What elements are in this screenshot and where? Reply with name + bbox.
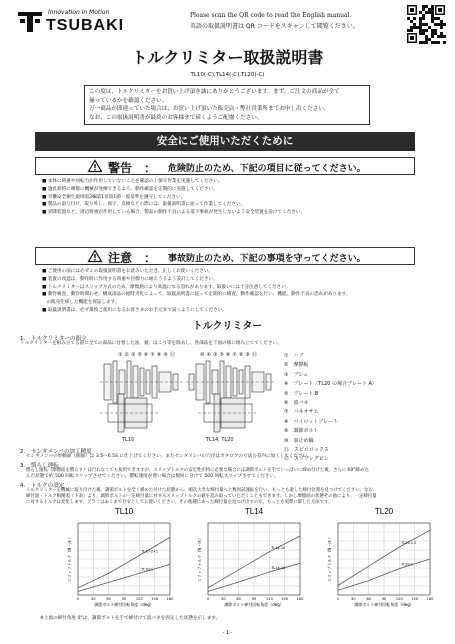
break-in-text-2: んだ状態で約 500 回転スリップさせてください。慣転速度が遅い場合は数回に分けて 500 回転スリップさせてください。 bbox=[26, 474, 279, 479]
x-axis-label: 調節ボルト締付回転角度（deg） bbox=[354, 602, 414, 607]
list-item: ■ 本体に荷重や回転力が作用していないことを確認の上保守作業を実施してください。 bbox=[42, 179, 223, 184]
tl14-tl20-diagram-label: TL14, TL20 bbox=[206, 437, 234, 443]
list-item: ■ 取扱説明書は、必ず最終ご使用になるお客さまのお手元まで届くようにしてください。 bbox=[42, 307, 227, 313]
x-tick-label: 0 bbox=[206, 597, 210, 601]
tsubaki-logo-icon bbox=[18, 12, 42, 32]
warning-description: 危険防止のため、下記の項目に従ってください。 bbox=[168, 164, 366, 174]
x-tick-label: 60 bbox=[106, 597, 111, 601]
charts-note: ※上図の締付角度 0°は、調節ボルトを手で締付けて皿バネを固定した状態を示します。 bbox=[40, 616, 221, 621]
torque-setting-heading: 4. トルクの設定 bbox=[20, 483, 65, 489]
torque-setting-text-3: に対するトルクは変化します。グラフはあくまで目安としてお使いください、その他種にあった締付量を見つけ出すのが、もっとも実際に即した方法です。 bbox=[26, 500, 333, 505]
x-tick-label: 120 bbox=[135, 597, 143, 601]
diagram-callouts-right: ⑩④③⑤⑥⑦⑧⑨⑪ bbox=[200, 352, 259, 358]
list-item: ③ ブシュ bbox=[284, 371, 309, 378]
list-item: ⑩ 皿止め輪 bbox=[284, 437, 314, 444]
charts-svg bbox=[58, 505, 434, 617]
machining-heading: 2. センタメンバの加工精度 bbox=[20, 449, 92, 455]
x-tick-label: 150 bbox=[281, 597, 289, 601]
qr-instruction-en: Please scan the QR code to read the English manual. bbox=[190, 12, 352, 19]
list-item: ■ 昇降装置など、周辺荷重が作用している場合、製品の動作不良による落下事故が発生しないよう安全装置を設けてください。 bbox=[42, 210, 306, 216]
list-item: の販売仕様した機能を保証します。 bbox=[46, 300, 120, 306]
y-axis-label: スリップトルク（N・m） bbox=[67, 535, 72, 583]
brand-tagline: Innovation in Motion bbox=[48, 9, 110, 16]
chart-title: TL20 bbox=[374, 507, 394, 516]
caution-list bbox=[42, 268, 350, 315]
series-label: TL14-1S bbox=[271, 565, 286, 570]
x-tick-label: 180 bbox=[426, 597, 434, 601]
break-in-heading: 3. 慣らし運転 bbox=[20, 463, 59, 469]
series-label: TL10-2×1 bbox=[141, 549, 158, 554]
chart-title: TL14 bbox=[244, 507, 264, 516]
page-title: トルクリミター取扱説明書 bbox=[131, 48, 324, 67]
x-tick-label: 90 bbox=[381, 597, 387, 601]
list-item: ⑫ スプリングピン bbox=[284, 456, 329, 463]
list-item: ⑨ 調節ボルト bbox=[284, 428, 319, 435]
brand-name: TSUBAKI bbox=[46, 17, 125, 34]
intro-note bbox=[84, 85, 370, 125]
series-label: TL14-1S bbox=[271, 545, 286, 550]
x-tick-label: 120 bbox=[395, 597, 403, 601]
assembly-instruction: トルクリミターを組み立てる前に全ての部品に付着した油、錆、ほこり等を除去し、各部品を下図の様に組み立ててください。 bbox=[20, 341, 282, 346]
caution-icon bbox=[88, 250, 102, 262]
x-axis-label: 調節ボルト締付回転角度（deg） bbox=[94, 602, 154, 607]
series-label: TL10-1 bbox=[141, 567, 153, 572]
intro-line: なお、この取扱説明書が最終のお客様まで届くようご配慮ください。 bbox=[89, 114, 263, 121]
list-item: ■ ご使用の前には必ずこの取扱説明書をお読みいただき、正しくお使いください。 bbox=[42, 269, 214, 274]
y-axis-label: スリップトルク（N・m） bbox=[197, 535, 202, 583]
list-item: ⑤ プレート B bbox=[284, 390, 319, 397]
list-item: ① ハブ bbox=[284, 353, 304, 359]
qr-code-icon[interactable] bbox=[406, 4, 446, 44]
warning-list bbox=[42, 178, 305, 217]
list-item: ⑥ 皿バネ bbox=[284, 400, 309, 407]
intro-line: 万一商品が間違っていた場合は、お買い上げ頂いた販売店・弊社営業所までお申し出ください。 bbox=[89, 106, 330, 113]
caution-description: 事故防止のため、下記の事項を守ってください。 bbox=[168, 254, 366, 264]
list-item: ⑦ バネオサエ bbox=[284, 409, 319, 416]
x-tick-label: 30 bbox=[91, 597, 96, 601]
x-tick-label: 60 bbox=[366, 597, 371, 601]
list-item: ② 摩擦板 bbox=[284, 362, 309, 369]
list-item: ④ プレート（TL20 の場合プレート A） bbox=[284, 381, 377, 388]
list-item: ■ 動作検査、動作時間わせ、構成部品の経時劣化によって、取扱説明書に従って定期的に検査、動作確認を行い、機能、動作不良の恐れがあります。 bbox=[42, 292, 351, 298]
series-label: TL20-1.5 bbox=[401, 541, 417, 545]
warning-signal-word: 警告 ： bbox=[108, 161, 157, 175]
caution-signal-word: 注意 ： bbox=[108, 251, 157, 265]
list-item: ■ 装置の改造は、動作時に作用する荷重や目標力に耐えうるよう設計してください。 bbox=[42, 276, 218, 282]
x-tick-label: 0 bbox=[76, 597, 80, 601]
list-item: ■ 労働安全衛生規則第2編第1章第1節一般基準を遵守してください。 bbox=[42, 194, 186, 200]
series-label: TL20-1 bbox=[401, 562, 413, 567]
page-number: - 1 - bbox=[222, 630, 233, 636]
intro-line: この度は、トルクリミターをお買い上げ頂き誠にありがとうございます。まず、ご注文の商品が全て bbox=[89, 89, 340, 95]
x-tick-label: 30 bbox=[221, 597, 226, 601]
torque-charts bbox=[58, 505, 434, 617]
intro-line: 揃っているかを確認ください。 bbox=[89, 97, 168, 104]
tl10-diagram-label: TL10 bbox=[122, 437, 135, 443]
break-in-text-1: 慣らし運転（摩擦面を慣らす）は行わなくても使用できますが、スリップトルクの安定性が特に必要な場合には調節ボルトを手でいっぱいに締め付けた後、さらに 60°締め込 bbox=[26, 468, 369, 473]
list-item: ■ 製品の取り付け、取り外し、保守、点検などの際には、取扱説明書に従って作業してください。 bbox=[42, 202, 246, 208]
diagram-callouts-left: ①②③⑤⑥⑦⑧⑨⑪ bbox=[118, 352, 177, 358]
x-tick-label: 180 bbox=[166, 597, 174, 601]
y-axis-label: スリップトルク（N・m） bbox=[327, 535, 332, 583]
torque-setting-text-2: 締付量 - トルク相関図（下表）より、調節ボルトの一定締付量に対するスリップトルクの値を読み取っていただくこともできます。しかし摩擦面の状態その他により、一定締付量 bbox=[26, 494, 377, 499]
list-item: ⑪ スピロロックス bbox=[284, 447, 329, 454]
section-title: トルクリミター bbox=[192, 321, 263, 332]
x-tick-label: 150 bbox=[151, 597, 159, 601]
x-tick-label: 60 bbox=[236, 597, 241, 601]
qr-instruction-ja: 英語の取扱説明書は QR コードをスキャンして閲覧ください。 bbox=[190, 23, 359, 30]
tl10-assembled-diagram bbox=[100, 392, 160, 434]
list-item: ■ 過負荷時に摩擦に機械が発揮できるよう、動作確認を定期的に実施してください。 bbox=[42, 186, 218, 192]
list-item: ■ トルクリミターはスリップ方式のため、摩擦熱により高温になる恐れがあります。取扱いには十分注意してください。 bbox=[42, 284, 291, 290]
x-tick-label: 0 bbox=[336, 597, 340, 601]
x-tick-label: 90 bbox=[251, 597, 257, 601]
model-list: TL10(-C),TL14(-C),TL20(-C) bbox=[190, 72, 265, 78]
chart-title: TL10 bbox=[114, 507, 134, 516]
x-tick-label: 90 bbox=[121, 597, 127, 601]
parts-list bbox=[284, 352, 377, 465]
x-tick-label: 180 bbox=[296, 597, 304, 601]
x-axis-label: 調節ボルト締付回転角度（deg） bbox=[224, 602, 284, 607]
x-tick-label: 150 bbox=[411, 597, 419, 601]
x-tick-label: 120 bbox=[265, 597, 273, 601]
warning-icon bbox=[88, 160, 102, 172]
torque-setting-text-1: トルクリミターを機械に取り付けた後、調節ボルトを全く緩めた付けた状態から、順次大きな締付量へと数回試運転を行い、もっとも適した締付位置を見つけてください。なお、 bbox=[26, 488, 378, 493]
list-item: ⑧ パイロットプレート bbox=[284, 418, 339, 425]
machining-text: センタメンバの挙動面（側面）は 3.5〜6.5S に仕上げてください。またセンタメンバの穴径はカタログの寸法公差内に加工してください。 bbox=[26, 454, 312, 459]
assembly-heading: 1. トルクリミターの組立 bbox=[20, 336, 87, 342]
x-tick-label: 30 bbox=[351, 597, 356, 601]
safety-banner: 安全にご使用いただくために bbox=[35, 132, 415, 151]
tl14-assembled-diagram bbox=[198, 392, 258, 434]
